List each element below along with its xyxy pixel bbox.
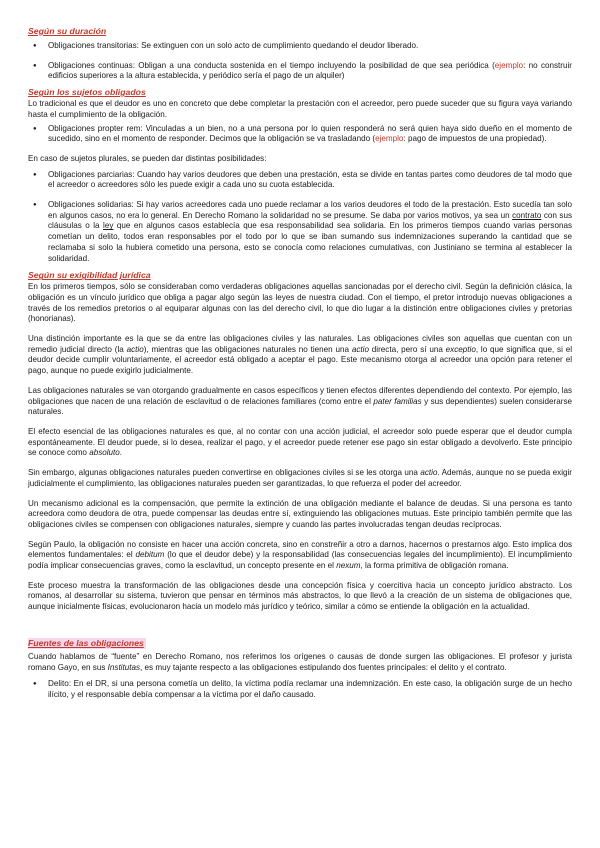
- underlined-word: contrato: [512, 210, 542, 220]
- heading-duration: Según su duración: [28, 26, 107, 36]
- underlined-word: ley: [103, 221, 114, 231]
- paragraph: Las obligaciones naturales se van otorgando gradualmente en casos específicos y tienen efectos diferentes dependiendo del contexto. Por ejemplo, las obligaciones que nacen de una relación de esclavitud o de relaciones familiares (como entre el pater familias y sus dependientes) suelen considerarse naturales.: [28, 385, 572, 417]
- paragraph: Sin embargo, algunas obligaciones naturales pueden convertirse en obligaciones civiles si se les otorga una actio. Además, aunque no se pueda exigir judicialmente el cumplimiento, las obligaciones naturales pueden ser garantizadas, lo que refuerza el poder del acreedor.: [28, 468, 572, 488]
- sources-list: [28, 679, 572, 700]
- list-item: ● Obligaciones parciarias: Cuando hay varios deudores que deben una prestación, esta se divide en tantas partes como deudores de tal modo que el acreedor o acreedores sólo les puede exigir a cada uno su cuota establecida.: [28, 170, 572, 191]
- paragraph: Una distinción importante es la que se da entre las obligaciones civiles y las naturales. Las obligaciones civiles son aquellas que cuentan con un remedio judicial directo (la actio), mientras que las obligaciones naturales no tienen una actio directa, pero sí una exceptio, lo que significa que, si el deudor decide cumplir voluntariamente, el acreedor está obligado a aceptar el pago. Este mecanismo otorga al acreedor una opción para retener el pago, aunque no puede exigirlo judicialmente.: [28, 334, 572, 376]
- example-word: ejemplo: [494, 60, 524, 70]
- paragraph: Según Paulo, la obligación no consiste en hacer una acción concreta, sino en constreñir a otro a darnos, hacernos o prestarnos algo. Esto implica dos elementos fundamentales: el debitum (lo que el deudor debe) y la responsabilidad (las consecuencias legales del incumplimiento). El incumplimiento podía implicar consecuencias graves, como la esclavitud, un concepto presente en el nexum, la forma primitiva de obligación romana.: [28, 539, 573, 571]
- list-item: ● Delito: En el DR, si una persona cometía un delito, la víctima podía reclamar una indemnización. En este caso, la obligación surge de un hecho ilícito, y el responsable debía compensar a la víctima por el daño causado.: [28, 679, 572, 700]
- paragraph: Lo tradicional es que el deudor es uno en concreto que debe completar la prestación con el acreedor, pero puede suceder que su figura vaya variando hasta el cumplimiento de la obligación.: [28, 99, 572, 119]
- paragraph: El efecto esencial de las obligaciones naturales es que, al no contar con una acción judicial, el acreedor solo puede esperar que el deudor cumpla espontáneamente. El deudor puede, si lo desea, realizar el pago, y el acreedor puede retener ese pago sin estar obligado a devolverlo. Este principio se conoce como absoluto.: [28, 426, 572, 458]
- example-word: ejemplo: [375, 134, 404, 144]
- paragraph: En los primeros tiempos, sólo se consideraban como verdaderas obligaciones aquellas sancionadas por el derecho civil. Según la definición clásica, la obligación es un vínculo jurídico que obliga a pagar algo según las leyes de nuestra ciudad. Con el tiempo, el pretor introdujo nuevas obligaciones a través de los remedios pretorios o al equiparar algunas con las del derecho civil, lo que dio lugar a la distinción entre obligaciones civiles y pretorias (honorianas).: [28, 282, 572, 324]
- subjects-list: [28, 124, 572, 145]
- paragraph: Cuando hablamos de “fuente” en Derecho Romano, nos referimos los orígenes o causas de donde surgen las obligaciones. El profesor y jurista romano Gayo, en sus Institutas, es muy tajante respecto a las obligaciones estipulando dos fuentes principales: el delito y el contrato.: [28, 651, 572, 672]
- list-item: ● Obligaciones solidarias: Si hay varios acreedores cada uno puede reclamar a los varios deudores el todo de la prestación. Esto sucedía tan solo en algunos casos, no era lo general. En Derecho Romano la solidaridad no se presume. Se daba por varios motivos, ya sea un contrato con sus cláusulas o la ley que en algunos casos establecía que esa responsabilidad sea solidaria. En los primeros tiempos cuando varias personas cometían un delito, todos eran responsables por el todo por lo que se iban sumando sus indemnizaciones superando la cantidad que se reclamaba si solo la hubiera cometido una persona, esto se conocía como relaciones cumulativas, con Justiniano se termina al establecer la solidaridad.: [28, 200, 572, 264]
- paragraph: Un mecanismo adicional es la compensación, que permite la extinción de una obligación mediante el balance de deudas. Si una persona es tanto acreedora como deudora de otra, puede compensar las deudas entre sí, extinguiendo las obligaciones mutuas. Este principio también permite que las obligaciones civiles se compensen con obligaciones naturales, siempre y cuando las partes involucradas tengan deudas recíprocas.: [28, 498, 572, 529]
- paragraph: Este proceso muestra la transformación de las obligaciones desde una concepción física y coercitiva hacia un concepto jurídico abstracto. Los romanos, al desarrollar su sistema, tuvieron que pensar en términos más abstractos, lo que llevó a la creación de un sistema de obligaciones que, aunque inicialmente físicas, evolucionaron hacia un modelo más jurídico y teórico, similar a cómo se entiende la obligación en la actualidad.: [28, 580, 572, 612]
- duration-list: [28, 41, 572, 82]
- list-item: ● Obligaciones continuas: Obligan a una conducta sostenida en el tiempo incluyendo la posibilidad de que sea periódica (ejemplo: no construir edificios superiores a la altura establecida, y periódico sería el pago de un alquiler): [28, 61, 572, 82]
- heading-sources: Fuentes de las obligaciones: [28, 637, 144, 648]
- paragraph: En caso de sujetos plurales, se pueden dar distintas posibilidades:: [28, 153, 267, 163]
- heading-enforceability: Según su exigibilidad jurídica: [28, 270, 151, 281]
- sources-heading-wrap: [28, 633, 572, 651]
- heading-subjects: Según los sujetos obligados: [28, 87, 146, 98]
- list-item: ● Obligaciones transitorias: Se extinguen con un solo acto de cumplimiento quedando el deudor liberado.: [28, 41, 572, 52]
- plural-list: [28, 170, 572, 265]
- list-item: ● Obligaciones propter rem: Vinculadas a un bien, no a una persona por lo quien responderá no será quien haya sido dueño en el momento de sucedido, sino en el momento de responder. Decimos que la obligación se va trasladando (ejemplo: pago de impuestos de una propiedad).: [28, 124, 572, 145]
